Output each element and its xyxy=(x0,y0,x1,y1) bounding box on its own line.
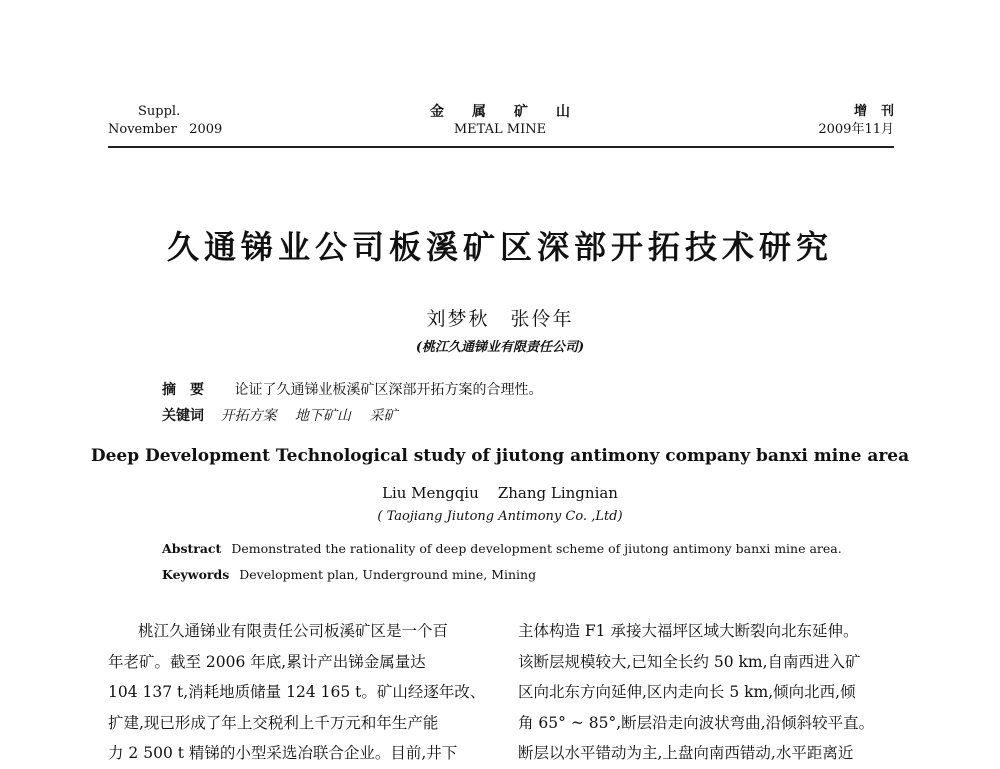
body-line: 角 65° ~ 85°,断层沿走向波状弯曲,沿倾斜较平直。 xyxy=(518,713,875,732)
keywords-en xyxy=(162,567,536,582)
affiliation-en: ( Taojiang Jiutong Antimony Co. ,Ltd) xyxy=(377,509,623,524)
issue-date-cn: 2009年11月 xyxy=(818,122,894,137)
body-column-left xyxy=(108,616,486,769)
body-column-right xyxy=(518,616,896,769)
body-line: 年老矿。截至 2006 年底,累计产出锑金属量达 xyxy=(108,652,426,671)
affiliation-cn: (桃江久通锑业有限责任公司) xyxy=(415,340,585,355)
body-line: 104 137 t,消耗地质储量 124 165 t。矿山经逐年改、 xyxy=(108,683,486,701)
abstract-en-label: Abstract xyxy=(162,541,222,556)
keywords-cn-label: 关键词 xyxy=(162,408,204,424)
abstract-cn xyxy=(162,379,542,399)
header-center xyxy=(400,103,600,139)
abstract-cn-label: 摘要 xyxy=(162,382,218,398)
keyword-cn: 采矿 xyxy=(369,408,398,424)
body-line: 断层以水平错动为主,上盘向南西错动,水平距离近 xyxy=(518,744,854,762)
keywords-en-text: Development plan, Underground mine, Mining xyxy=(239,567,537,582)
keyword-cn: 地下矿山 xyxy=(294,408,351,424)
keywords-cn xyxy=(162,405,411,425)
authors-en: Liu Mengqiu Zhang Lingnian xyxy=(382,484,618,502)
journal-name-en: METAL MINE xyxy=(453,122,547,137)
body-line: 桃江久通锑业有限责任公司板溪矿区是一个百 xyxy=(138,622,449,640)
body-line: 扩建,现已形成了年上交税利上千万元和年生产能 xyxy=(108,713,439,732)
keywords-en-label: Keywords xyxy=(162,567,230,582)
issue-date-en: November 2009 xyxy=(108,122,223,137)
body-line: 区向北东方向延伸,区内走向长 5 km,倾向北西,倾 xyxy=(518,683,856,701)
supplement-label-cn: 增刊 xyxy=(853,104,908,119)
journal-name-cn: 金属矿山 xyxy=(430,104,598,120)
paper-title-en: Deep Development Technological study of jiutong antimony company banxi mine area xyxy=(90,446,910,466)
abstract-en-text: Demonstrated the rationality of deep development scheme of jiutong antimony banxi mine area. xyxy=(231,541,842,556)
paper-title-cn: 久通锑业公司板溪矿区深部开拓技术研究 xyxy=(166,228,833,266)
header-left xyxy=(108,103,222,139)
body-line: 主体构造 F1 承接大福坪区域大断裂向北东延伸。 xyxy=(518,622,859,640)
abstract-cn-text: 论证了久通锑业板溪矿区深部开拓方案的合理性。 xyxy=(234,382,543,398)
body-line: 该断层规模较大,已知全长约 50 km,自南西进入矿 xyxy=(518,652,861,671)
abstract-en xyxy=(162,541,842,556)
journal-supplement-label: Suppl. xyxy=(138,104,181,119)
header-right xyxy=(818,103,908,139)
authors-cn: 刘梦秋 张伶年 xyxy=(426,308,574,330)
keyword-cn: 开拓方案 xyxy=(220,408,277,424)
body-line: 力 2 500 t 精锑的小型采选冶联合企业。目前,井下 xyxy=(108,744,458,762)
header-rule xyxy=(108,146,894,148)
